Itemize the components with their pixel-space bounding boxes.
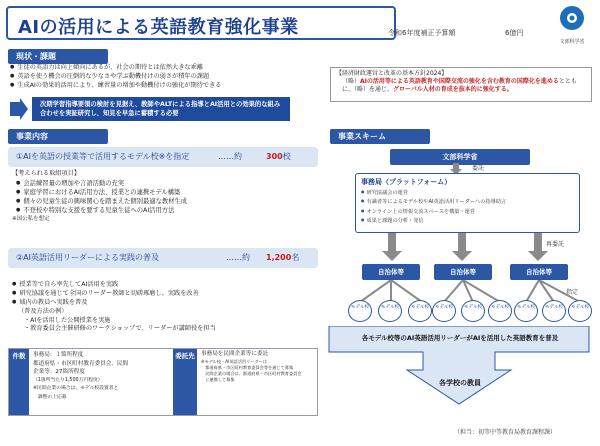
- example-item: ● 個々の児童生徒の興味関心を踏まえた個別最適な教材生成: [16, 197, 312, 206]
- current-bullet: ● 英語を使う機会の圧倒的な少なさや学ぶ動機付けの弱さが積年の課題: [10, 72, 330, 81]
- examples-title: 【考えられる取組項目】: [12, 170, 81, 177]
- local-gov-box: 自治体等: [434, 264, 492, 280]
- item2-label: ②AI英語活用リーダーによる実践の普及: [16, 253, 160, 262]
- example-item: ● 家庭学習におけるAI活用方法、授業との連携モデル構築: [16, 188, 312, 197]
- policy-highlight: グローバル人材の育成を抜本的に強化する。: [393, 86, 513, 94]
- distribution-arrows: [340, 233, 590, 263]
- current-heading: 現状・課題: [8, 49, 108, 64]
- platform-item: ● 有識者等によるモデル校やAI英語活用リーダーへの指導助言: [361, 197, 574, 206]
- designate-label: 指定: [566, 289, 579, 296]
- scheme-heading: 事業スキーム: [330, 129, 430, 144]
- count-line: 企業等：27箇所程度: [33, 369, 85, 376]
- examples-section: [12, 170, 312, 224]
- model-school: モデル校: [568, 300, 592, 322]
- bottom-info-box: [8, 348, 318, 416]
- item1-label: ①AIを英語の授業等で活用するモデル校※を指定: [16, 152, 190, 161]
- item1-number: 300: [266, 152, 283, 161]
- model-school: モデル校: [408, 300, 432, 322]
- model-school: モデル校: [348, 300, 372, 322]
- count-label: 件数: [9, 349, 29, 415]
- spread-item: ・教育委員会主催研修のワークショップで、リーダーが講師役を担当: [24, 325, 216, 333]
- model-school: モデル校: [488, 300, 512, 322]
- logo-text: 文部科学省: [559, 39, 585, 45]
- count-line: ※民間企業の場合は、モデル校設置者と: [33, 386, 119, 392]
- model-school: モデル校: [461, 300, 485, 322]
- item2-bullet: ● 域内の教員へ実践を普及: [12, 298, 322, 307]
- count-line: 調整の上応募: [33, 394, 67, 400]
- model-school: モデル校: [432, 300, 456, 322]
- footer-contact: （担当：初等中等教育局教育課程課）: [454, 429, 557, 436]
- current-bullet: ● 生成AIの効果的活用により、練習量の増加や動機付けの強化が期待できる: [10, 81, 330, 90]
- item2-bullet: ● 授業等で自ら率先してAI活用を実践: [12, 280, 322, 289]
- current-bullets: [10, 63, 330, 91]
- spread-methods: [18, 308, 318, 334]
- model-caption: 各モデル校等のAI英語活用リーダーがAIを活用した英語教育を普及: [361, 334, 559, 342]
- item1-unit: 校: [282, 152, 291, 161]
- count-line: 事務局：１箇所程度: [33, 352, 84, 358]
- contractor-line: 事務局を民間企業等に委託: [201, 351, 269, 357]
- platform-item: ● 成果と課題の分析・発信: [361, 216, 574, 225]
- mext-box: 文部科学省: [390, 149, 530, 165]
- right-arrow-icon: [8, 98, 28, 120]
- model-school: モデル校: [378, 300, 402, 322]
- contractor-line: ※モデル校・AI英語活用リーダーは: [201, 358, 268, 364]
- item1-dots: ……約: [218, 152, 242, 161]
- example-item: ● 不登校や特別な支援を要する児童生徒へのAI活用方法: [16, 206, 312, 215]
- policy-highlight: AIの活用等による英語教育や国際交流の強化を含む教育の国際化を進める: [360, 78, 559, 86]
- platform-box: [355, 173, 580, 233]
- contractor-line: 都道府県・市区町村教育委員会等を通じて募集: [201, 364, 294, 370]
- contractor-text: [201, 351, 317, 383]
- page-title: AIの活用による英語教育強化事業: [6, 6, 396, 40]
- budget-amount: 6億円: [505, 29, 524, 37]
- commission-label: 委託: [472, 165, 485, 172]
- teachers-label: 各学校の教員: [439, 379, 481, 387]
- ministry-emblem-icon: [552, 4, 592, 34]
- content-heading: 事業内容: [8, 129, 108, 144]
- policy-text: （略）: [342, 78, 361, 86]
- platform-item: ● オンライン上の情報交流スペースを構築・運営: [361, 207, 574, 216]
- item2-bullet: ● 研究協議を通じて全国のリーダー教師と切磋琢磨し、実践を改善: [12, 289, 322, 298]
- item2-dots: ……約: [226, 253, 250, 262]
- spread-item: ・AIを活用した公開授業を実施: [24, 316, 111, 324]
- item2-box: [8, 248, 318, 268]
- ministry-logo: [552, 4, 592, 46]
- policy-title: 【経済財政運営と改革の基本方針2024】: [336, 70, 448, 77]
- contractor-line: 民間企業の場合は、都道府県・市区町村教育委員会: [201, 370, 302, 376]
- item2-unit: 名: [291, 253, 300, 262]
- recommission-label: 再委託: [546, 241, 565, 248]
- current-bullet: ● 生徒の英語力は向上傾向にあるが、社会の期待とは依然大きな乖離: [10, 63, 330, 72]
- spread-title: （普及方法の例）: [18, 308, 68, 315]
- local-gov-box: 自治体等: [510, 264, 568, 280]
- model-school: モデル校: [542, 300, 566, 322]
- example-item: ● 会話練習量の増加や言語活動の充実: [16, 179, 312, 188]
- policy-box: [330, 67, 592, 102]
- count-text: [33, 351, 173, 403]
- issue-box: 次期学習指導要領の検討を見据え、教師やALTによる指導とAI活用との効果的な組み合わせを実証研究し、知見を早急に蓄積する必要: [32, 97, 290, 121]
- item1-box: [8, 147, 318, 167]
- contractor-line: と連携して募集: [201, 376, 235, 382]
- item2-number: 1,200: [266, 253, 292, 262]
- item2-bullets: [12, 280, 322, 308]
- platform-title: 事務局（プラットフォーム）: [361, 178, 452, 186]
- budget-label: 令和6年度補正予算額: [388, 29, 456, 37]
- count-line: 都道府県・市区町村教育委員会、民間: [33, 360, 129, 367]
- contractor-label: 委託先: [173, 349, 197, 415]
- count-line: （1箇所当たり1,500万円程度）: [33, 377, 103, 383]
- local-gov-box: 自治体等: [362, 264, 420, 280]
- policy-text: とともに、（略）を通じ、: [342, 78, 577, 94]
- platform-item: ● 研究協議会の運営: [361, 188, 574, 197]
- note: ※国公私を想定: [12, 216, 50, 223]
- model-school: モデル校: [514, 300, 538, 322]
